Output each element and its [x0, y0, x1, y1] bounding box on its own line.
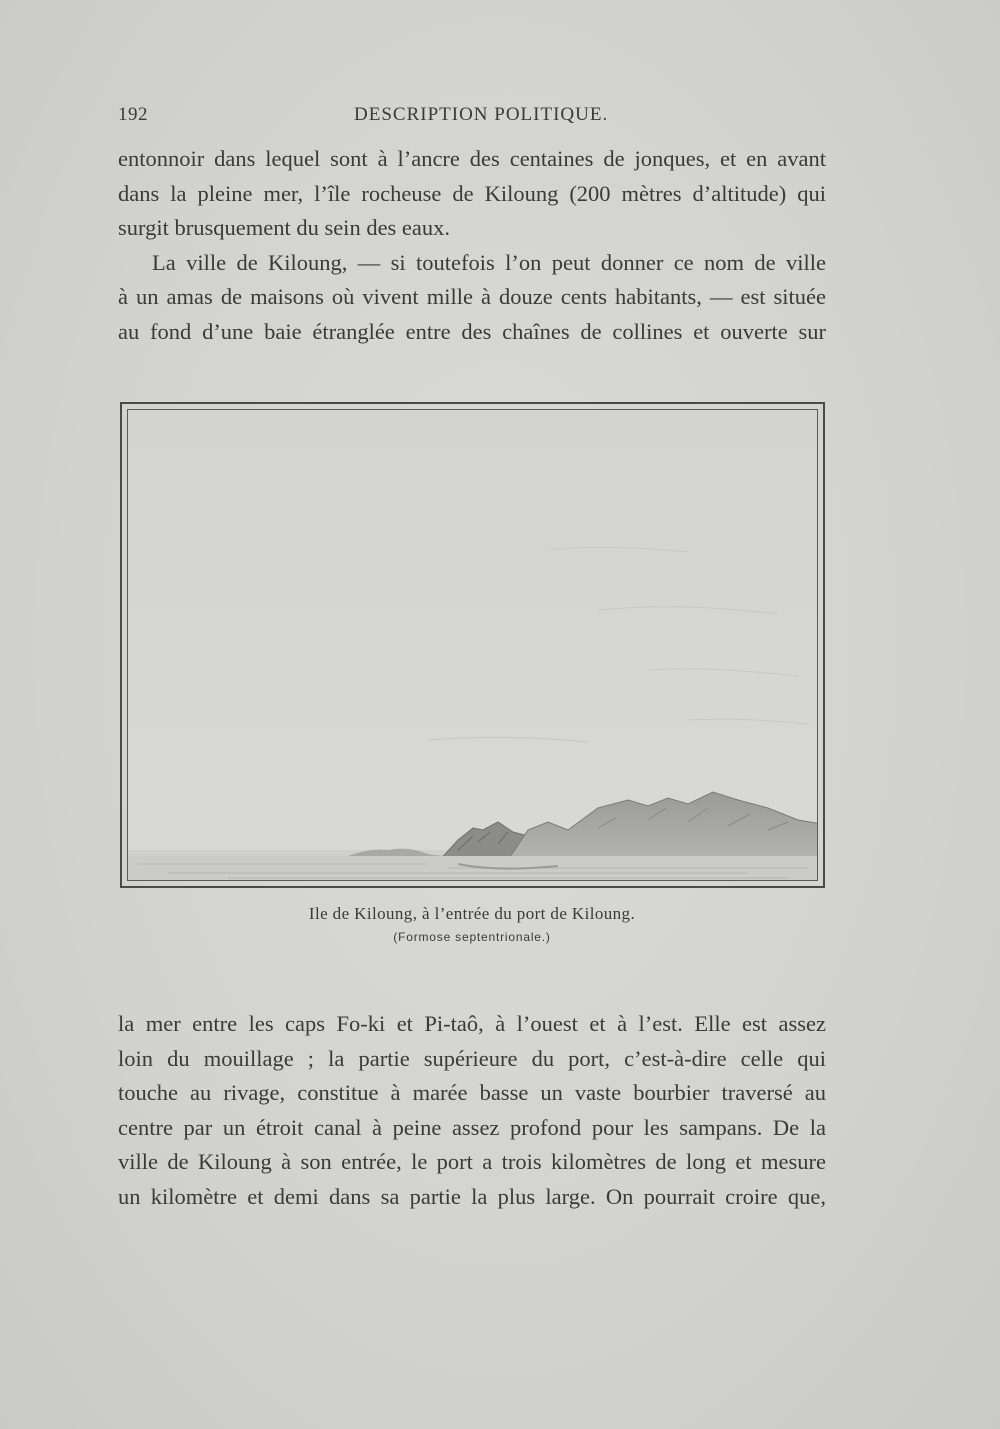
engraving-frame — [120, 402, 825, 888]
figure-subcaption: (Formose septentrionale.) — [393, 930, 551, 944]
island-landscape-image — [128, 410, 818, 881]
text-line: à un amas de maisons où vivent mille à douze cents habitants, — est située — [118, 284, 826, 309]
text-line: loin du mouillage ; la partie supérieure du port, c’est-à-dire celle qui — [118, 1045, 826, 1071]
text-line: la mer entre les caps Fo-ki et Pi-taô, à l’ouest et à l’est. Elle est assez — [118, 1011, 826, 1036]
text-line: La ville de Kiloung, — si toutefois l’on peut donner ce nom de ville — [152, 249, 826, 275]
text-line: entonnoir dans lequel sont à l’ancre des centaines de jonques, et en avant — [118, 146, 826, 171]
text-line: surgit brusquement du sein des eaux. — [118, 215, 451, 240]
running-head: DESCRIPTION POLITIQUE. — [354, 104, 609, 125]
bottom-paragraph — [118, 1007, 826, 1214]
top-paragraphs — [118, 142, 826, 349]
text-line: touche au rivage, constitue à marée basse un vaste bourbier traversé au — [118, 1080, 826, 1105]
text-line: dans la pleine mer, l’île rocheuse de Kiloung (200 mètres d’altitude) qui — [118, 180, 826, 206]
text-line: ville de Kiloung à son entrée, le port a trois kilomètres de long et mesure — [118, 1149, 826, 1174]
text-line: centre par un étroit canal à peine assez profond pour les sampans. De la — [118, 1114, 826, 1140]
engraving-illustration — [127, 409, 818, 881]
page-number: 192 — [118, 104, 148, 125]
text-line: un kilomètre et demi dans sa partie la plus large. On pourrait croire que, — [118, 1183, 826, 1209]
text-line: au fond d’une baie étranglée entre des chaînes de collines et ouverte sur — [118, 318, 826, 344]
figure-caption: Ile de Kiloung, à l’entrée du port de Kiloung. — [308, 904, 636, 923]
